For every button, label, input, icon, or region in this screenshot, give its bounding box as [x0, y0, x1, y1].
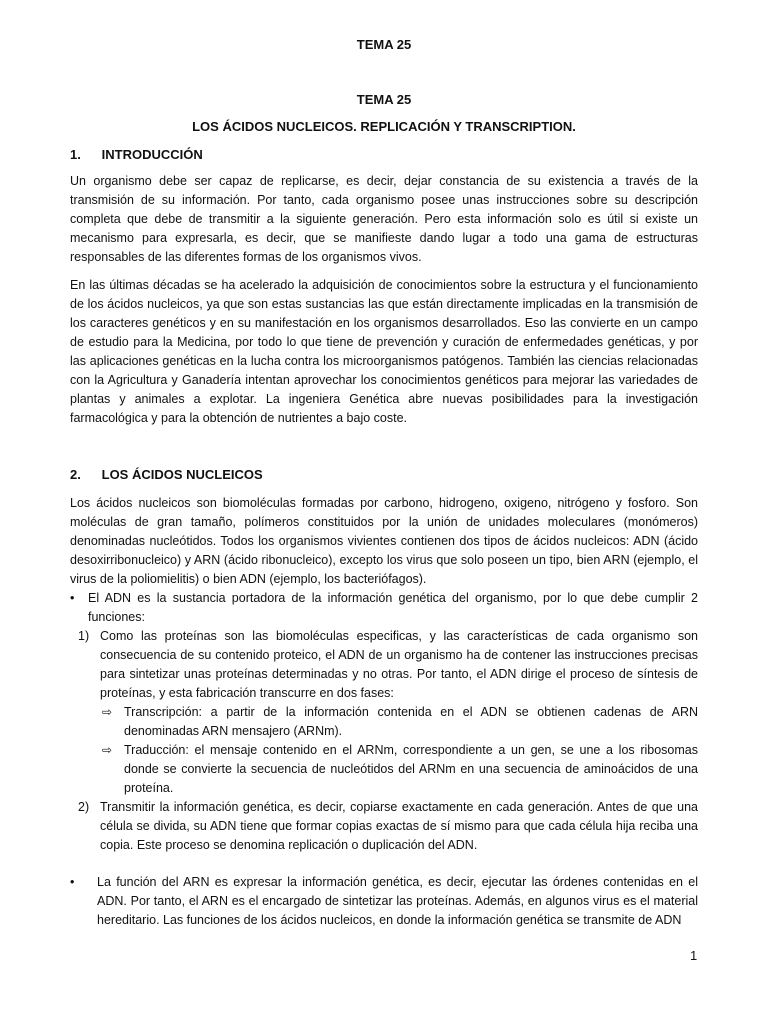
bullet-arn-text: La función del ARN es expresar la información genética, es decir, ejecutar las órdenes contenidas en el ADN. Por tanto, el ARN es el encargado de sintetizar las proteínas. Además, en algunos virus es el material hereditario. Las funciones de los ácidos nucleicos, en donde la información genética se transmite de ADN	[97, 875, 698, 927]
sub-item-traduccion	[102, 741, 698, 798]
document-title-line1: TEMA 25	[356, 92, 412, 107]
page-number: 1	[690, 948, 698, 963]
document-title-line2: LOS ÁCIDOS NUCLEICOS. REPLICACIÓN Y TRANSCRIPTION.	[192, 119, 576, 134]
section1-title: INTRODUCCIÓN	[101, 147, 203, 162]
section1-paragraph2: En las últimas décadas se ha acelerado la adquisición de conocimientos sobre la estructura y el funcionamiento de los ácidos nucleicos, ya que son estas sustancias las que están directamente implicadas en la transmisión de los caracteres genéticos y en su manifestación en los organismos desarrollados. Eso las convierte en un campo de estudio para la Medicina, por todo lo que tiene de prevención y curación de enfermedades genéticas, y por las aplicaciones genéticas en la lucha contra los microorganismos patógenos. También las ciencias relacionadas con la Agricultura y Ganadería intentan aprovechar los conocimientos genéticos para mejorar las variedades de plantas y animales a explotar. La ingeniera Genética abre nuevas posibilidades para la investigación farmacológica y para la obtención de nutrientes a bajo coste.	[70, 278, 698, 425]
page-header: TEMA 25	[356, 37, 412, 52]
bullet-adn	[70, 589, 698, 627]
list-item-1	[78, 627, 698, 703]
bullet-dot: •	[70, 875, 75, 889]
bullet-adn-text: El ADN es la sustancia portadora de la información genética del organismo, por lo que debe cumplir 2 funciones:	[88, 591, 698, 624]
list-item-2-number: 2)	[78, 800, 90, 814]
list-item-1-number: 1)	[78, 629, 90, 643]
sub-item-transcripcion	[102, 703, 698, 741]
section1-heading	[70, 147, 203, 162]
list-item-1-text: Como las proteínas son las biomoléculas especificas, y las características de cada organismo son consecuencia de su contenido proteico, el ADN de un organismo ha de contener las instrucciones precisas para sintetizar unas proteínas determinadas y no otras. Por tanto, el ADN dirige el proceso de síntesis de proteínas, y esta fabricación transcurre en dos fases:	[100, 629, 698, 700]
section1-number: 1.	[70, 147, 81, 162]
sub-item-transcripcion-text: Transcripción: a partir de la información contenida en el ADN se obtienen cadenas de ARN denominadas ARN mensajero (ARNm).	[124, 705, 698, 738]
bullet-dot: •	[70, 591, 75, 605]
arrow-right-icon: ⇨	[102, 705, 113, 719]
arrow-right-icon: ⇨	[102, 743, 113, 757]
section2-title: LOS ÁCIDOS NUCLEICOS	[101, 467, 263, 482]
section2-heading	[70, 467, 263, 482]
list-item-2	[78, 798, 698, 855]
section2-paragraph1: Los ácidos nucleicos son biomoléculas formadas por carbono, hidrogeno, oxigeno, nitrógeno y fosforo. Son moléculas de gran tamaño, polímeros constituidos por la unión de unidades moleculares (monómeros) denominadas nucleótidos. Todos los organismos vivientes contienen dos tipos de ácidos nucleicos: ADN (ácido desoxirribonucleico) y ARN (ácido ribonucleico), excepto los virus que solo poseen un tipo, bien ARN (ejemplo, el virus de la poliomielitis) o bien ADN (ejemplo, los bacteriófagos).	[70, 496, 698, 586]
list-item-2-text: Transmitir la información genética, es decir, copiarse exactamente en cada generación. Antes de que una célula se divida, su ADN tiene que formar copias exactas de sí mismo para que cada célula hija reciba una copia. Este proceso se denomina replicación o duplicación del ADN.	[100, 800, 698, 852]
sub-item-traduccion-text: Traducción: el mensaje contenido en el ARNm, correspondiente a un gen, se une a los ribosomas donde se convierte la secuencia de nucleótidos del ARNm en una secuencia de aminoácidos de una proteína.	[124, 743, 698, 795]
section1-paragraph1: Un organismo debe ser capaz de replicarse, es decir, dejar constancia de su existencia a través de la transmisión de su información. Por tanto, cada organismo posee unas instrucciones sobre su descripción completa que debe de transmitir a la siguiente generación. Pero esta información solo es útil si existe un mecanismo para expresarla, es decir, que se manifieste dando lugar a todo una gama de estructuras responsables de las diferentes formas de los organismos vivos.	[70, 174, 698, 264]
section2-number: 2.	[70, 467, 81, 482]
bullet-arn	[70, 873, 698, 930]
